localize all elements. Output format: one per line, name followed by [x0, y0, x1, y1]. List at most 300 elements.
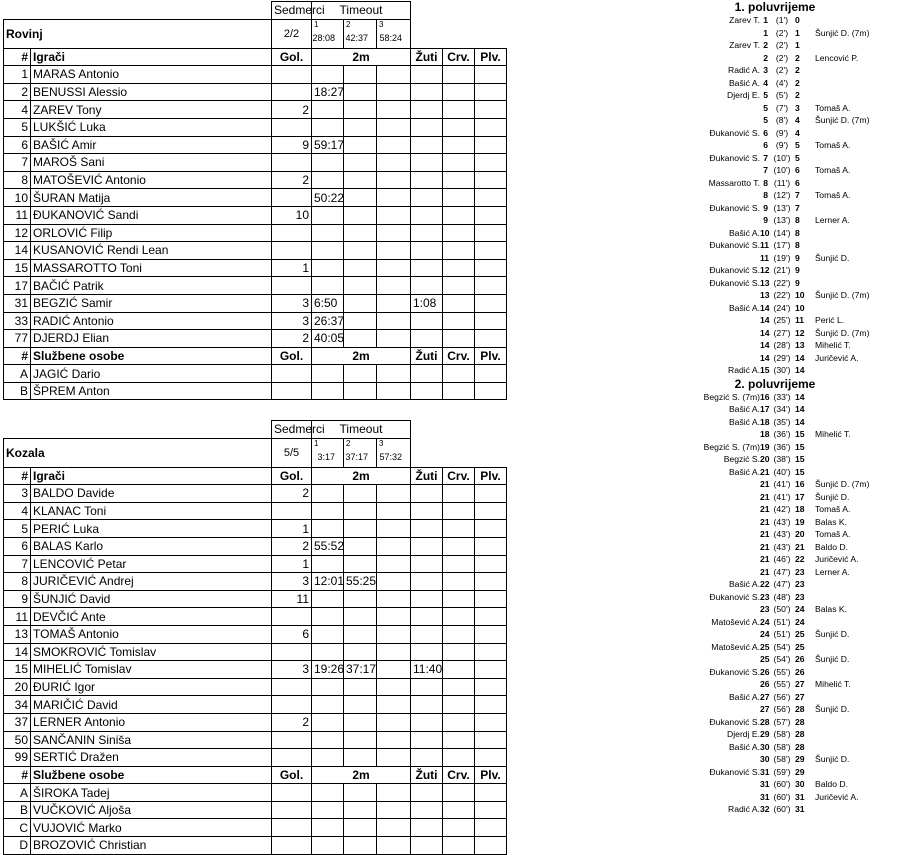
player-row — [4, 678, 507, 696]
goal-event — [655, 252, 900, 265]
player-number: 33 — [4, 312, 31, 330]
player-goals: 3 — [272, 294, 312, 312]
yellow-card — [411, 277, 443, 295]
goal-event — [655, 264, 900, 277]
away-scorer: Baldo D. — [815, 541, 848, 552]
suspension-1 — [312, 678, 344, 696]
empty-cell — [377, 382, 411, 400]
suspension-3 — [377, 502, 411, 520]
goal-event — [655, 641, 900, 654]
home-score: 14 — [760, 302, 770, 313]
away-score: 5 — [795, 140, 800, 150]
away-score: 18 — [795, 504, 805, 514]
timeout-box — [312, 18, 343, 46]
player-row — [4, 154, 507, 172]
blue-card — [475, 224, 507, 242]
player-number: 6 — [4, 537, 31, 555]
away-score: 15 — [795, 441, 805, 452]
player-goals: 3 — [272, 661, 312, 679]
yellow-card — [411, 625, 443, 643]
yellow-card — [411, 330, 443, 348]
home-scorer: Matošević A. — [711, 641, 760, 652]
away-score: 15 — [795, 466, 805, 477]
event-minute: (29') — [773, 352, 791, 363]
player-name: SERTIĆ Dražen — [31, 749, 272, 767]
empty-cell — [344, 784, 377, 802]
yellow-card — [411, 66, 443, 84]
away-score: 7 — [795, 202, 800, 213]
blue-card — [475, 502, 507, 520]
goal-event — [655, 441, 900, 454]
event-minute: (35') — [773, 416, 791, 427]
timeout-number: 2 — [346, 439, 351, 449]
away-scorer: Tomaš A. — [815, 165, 851, 175]
home-score: 32 — [760, 804, 770, 814]
empty-cell — [443, 382, 475, 400]
player-goals: 2 — [272, 330, 312, 348]
blue-card — [475, 259, 507, 277]
blue-card — [475, 573, 507, 591]
home-score: 8 — [763, 177, 768, 188]
player-number: 4 — [4, 502, 31, 520]
away-scorer: Šunjić D. — [815, 754, 850, 764]
blue-card — [475, 101, 507, 119]
away-score: 20 — [795, 529, 805, 539]
home-score: 4 — [763, 77, 768, 88]
away-scorer: Tomaš A. — [815, 190, 851, 200]
away-scorer: Juričević A. — [815, 791, 859, 802]
suspension-1 — [312, 118, 344, 136]
player-row — [4, 206, 507, 224]
away-scorer: Šunjić D. — [815, 252, 850, 263]
away-score: 8 — [795, 215, 800, 225]
player-name: BAČIĆ Patrik — [31, 277, 272, 295]
goal-event — [655, 364, 900, 377]
goal-event — [655, 314, 900, 327]
player-name: DJERDJ Elian — [31, 330, 272, 348]
suspension-2: 55:25 — [344, 573, 377, 591]
blue-card — [475, 749, 507, 767]
suspension-2 — [344, 590, 377, 608]
suspension-2 — [344, 555, 377, 573]
spacer — [411, 438, 507, 467]
home-scorer: Matošević A. — [711, 616, 760, 627]
col-goals-header: Gol. — [272, 766, 312, 784]
col-name-header: Igrači — [31, 467, 272, 485]
event-minute: (7') — [775, 102, 789, 113]
player-name: TOMAŠ Antonio — [31, 625, 272, 643]
official-letter: B — [4, 801, 31, 819]
col-blue-header: Plv. — [475, 347, 507, 365]
home-score: 11 — [760, 240, 770, 250]
away-scorer: Baldo D. — [815, 779, 848, 789]
col-number-header: # — [4, 467, 31, 485]
first-half-heading: 1. poluvrijeme — [734, 0, 816, 14]
suspension-3 — [377, 537, 411, 555]
goal-event — [655, 89, 900, 102]
blue-card — [475, 520, 507, 538]
event-minute: (4') — [775, 77, 789, 88]
suspension-2 — [344, 259, 377, 277]
blue-card — [475, 294, 507, 312]
suspension-2 — [344, 294, 377, 312]
away-score: 15 — [795, 454, 805, 464]
sevenmeters-caption: Sedmerci — [272, 421, 312, 439]
away-score: 14 — [795, 352, 805, 363]
goal-event — [655, 466, 900, 479]
away-score: 23 — [795, 579, 805, 589]
player-row — [4, 312, 507, 330]
goal-event — [655, 277, 900, 290]
empty-cell — [443, 784, 475, 802]
event-minute: (13') — [773, 215, 791, 225]
event-minute: (54') — [773, 654, 791, 664]
suspension-2: 37:17 — [344, 661, 377, 679]
home-scorer: Đukanović S. — [709, 240, 760, 250]
player-goals: 2 — [272, 537, 312, 555]
goal-event — [655, 127, 900, 140]
spacer — [411, 421, 507, 439]
col-2min-header: 2m — [312, 766, 411, 784]
event-minute: (5') — [775, 90, 789, 100]
suspension-1 — [312, 608, 344, 626]
goal-event — [655, 64, 900, 77]
away-score: 23 — [795, 591, 805, 602]
player-row — [4, 277, 507, 295]
away-scorer: Šunjić D. (7m) — [815, 479, 870, 489]
goal-event — [655, 39, 900, 52]
yellow-card — [411, 643, 443, 661]
home-score: 29 — [760, 729, 770, 739]
player-row — [4, 66, 507, 84]
home-score: 25 — [760, 654, 770, 664]
timeout-cell — [377, 438, 411, 467]
event-minute: (43') — [773, 516, 791, 527]
event-minute: (2') — [775, 40, 789, 50]
empty-cell — [344, 837, 377, 855]
goal-event — [655, 428, 900, 441]
empty-cell — [377, 819, 411, 837]
away-score: 28 — [795, 704, 805, 714]
yellow-card — [411, 713, 443, 731]
official-name: JAGIĆ Dario — [31, 365, 272, 383]
player-goals — [272, 189, 312, 207]
suspension-2 — [344, 485, 377, 503]
empty-cell — [443, 365, 475, 383]
official-letter: C — [4, 819, 31, 837]
team-rovinj-sheet — [3, 1, 506, 400]
home-score: 19 — [760, 441, 770, 452]
player-row — [4, 259, 507, 277]
red-card — [443, 608, 475, 626]
suspension-1 — [312, 502, 344, 520]
player-name: KUSANOVIĆ Rendi Lean — [31, 242, 272, 260]
event-minute: (25') — [773, 315, 791, 325]
goal-event — [655, 566, 900, 579]
home-score: 23 — [760, 604, 770, 614]
official-letter: A — [4, 784, 31, 802]
yellow-card — [411, 154, 443, 172]
away-scorer: Tomaš A. — [815, 529, 851, 539]
suspension-3 — [377, 643, 411, 661]
event-minute: (58') — [773, 754, 791, 764]
timeout-cell — [344, 19, 377, 48]
home-score: 31 — [760, 791, 770, 802]
suspension-1 — [312, 643, 344, 661]
player-row — [4, 749, 507, 767]
yellow-card — [411, 678, 443, 696]
home-score: 21 — [760, 566, 770, 577]
suspension-3 — [377, 625, 411, 643]
red-card — [443, 224, 475, 242]
away-scorer: Lerner A. — [815, 215, 850, 225]
away-score: 2 — [795, 52, 800, 63]
red-card — [443, 537, 475, 555]
home-scorer: Đukanović S. — [709, 716, 760, 727]
goal-event — [655, 778, 900, 791]
away-score: 8 — [795, 227, 800, 238]
blue-card — [475, 277, 507, 295]
away-score: 13 — [795, 340, 805, 350]
sevenmeters-value: 2/2 — [272, 19, 312, 48]
yellow-card — [411, 696, 443, 714]
away-scorer: Lencović P. — [815, 52, 859, 63]
blue-card — [475, 485, 507, 503]
red-card — [443, 590, 475, 608]
suspension-2 — [344, 277, 377, 295]
away-score: 26 — [795, 666, 805, 677]
timeout-number: 1 — [314, 439, 319, 449]
home-score: 25 — [760, 641, 770, 652]
away-score: 2 — [795, 77, 800, 88]
event-minute: (42') — [773, 504, 791, 514]
home-score: 20 — [760, 454, 770, 464]
suspension-1 — [312, 590, 344, 608]
event-minute: (38') — [773, 454, 791, 464]
suspension-2 — [344, 136, 377, 154]
home-scorer: Zarev T. — [729, 15, 760, 25]
event-minute: (50') — [773, 604, 791, 614]
goal-event — [655, 703, 900, 716]
player-number: 37 — [4, 713, 31, 731]
player-number: 2 — [4, 83, 31, 101]
blue-card — [475, 537, 507, 555]
player-number: 34 — [4, 696, 31, 714]
empty-cell — [272, 819, 312, 837]
home-score: 1 — [763, 15, 768, 25]
player-row — [4, 555, 507, 573]
home-score: 6 — [763, 127, 768, 138]
away-score: 6 — [795, 165, 800, 175]
player-name: MASSAROTTO Toni — [31, 259, 272, 277]
goal-event — [655, 164, 900, 177]
event-minute: (41') — [773, 491, 791, 502]
timeout-time: 37:17 — [345, 452, 368, 463]
away-score: 9 — [795, 252, 800, 263]
home-score: 14 — [760, 315, 770, 325]
player-number: 13 — [4, 625, 31, 643]
player-name: LUKŠIĆ Luka — [31, 118, 272, 136]
empty-cell — [344, 365, 377, 383]
away-scorer: Juričević A. — [815, 554, 859, 564]
player-row — [4, 101, 507, 119]
away-score: 14 — [795, 365, 805, 375]
yellow-card — [411, 242, 443, 260]
red-card — [443, 294, 475, 312]
home-score: 3 — [763, 65, 768, 75]
empty-cell — [377, 365, 411, 383]
goal-event — [655, 14, 900, 27]
player-number: 3 — [4, 485, 31, 503]
player-goals: 2 — [272, 171, 312, 189]
blue-card — [475, 608, 507, 626]
home-score: 21 — [760, 541, 770, 552]
team-name: Kozala — [4, 438, 272, 467]
home-scorer: Bašić A. — [728, 691, 760, 702]
player-row — [4, 171, 507, 189]
yellow-card — [411, 171, 443, 189]
player-number: 99 — [4, 749, 31, 767]
home-scorer: Đukanović S. — [709, 591, 760, 602]
blue-card — [475, 189, 507, 207]
yellow-card — [411, 206, 443, 224]
player-goals: 6 — [272, 625, 312, 643]
col-name-header: Službene osobe — [31, 347, 272, 365]
player-name: BAŠIĆ Amir — [31, 136, 272, 154]
away-score: 0 — [795, 15, 800, 25]
empty-cell — [272, 801, 312, 819]
home-scorer: Radić A. — [727, 65, 760, 75]
blue-card — [475, 678, 507, 696]
player-number: 8 — [4, 573, 31, 591]
red-card — [443, 66, 475, 84]
event-minute: (8') — [775, 115, 789, 125]
yellow-card — [411, 83, 443, 101]
red-card — [443, 731, 475, 749]
away-score: 29 — [795, 766, 805, 777]
suspension-2 — [344, 189, 377, 207]
event-minute: (56') — [773, 691, 791, 702]
empty-cell — [344, 801, 377, 819]
suspension-2 — [344, 608, 377, 626]
home-scorer: Đukanović S. — [709, 265, 760, 275]
home-score: 27 — [760, 704, 770, 714]
away-score: 12 — [795, 327, 805, 338]
suspension-3 — [377, 590, 411, 608]
empty-cell — [475, 819, 507, 837]
away-score: 21 — [795, 541, 805, 552]
away-score: 25 — [795, 629, 805, 639]
timeout-box — [377, 437, 410, 465]
player-goals: 9 — [272, 136, 312, 154]
away-score: 27 — [795, 679, 805, 689]
away-score: 27 — [795, 691, 805, 702]
event-minute: (36') — [773, 429, 791, 439]
suspension-2 — [344, 312, 377, 330]
goal-event — [655, 766, 900, 779]
event-minute: (2') — [775, 52, 789, 63]
col-name-header: Službene osobe — [31, 766, 272, 784]
empty-cell — [312, 837, 344, 855]
player-name: BALAS Karlo — [31, 537, 272, 555]
empty-cell — [475, 365, 507, 383]
away-score: 1 — [795, 40, 800, 50]
official-letter: A — [4, 365, 31, 383]
timeout-cell — [344, 438, 377, 467]
player-row — [4, 608, 507, 626]
timeout-cell — [312, 19, 344, 48]
red-card — [443, 136, 475, 154]
col-red-header: Crv. — [443, 467, 475, 485]
player-row — [4, 661, 507, 679]
goal-event — [655, 102, 900, 115]
goal-event — [655, 453, 900, 466]
player-name: MARIČIĆ David — [31, 696, 272, 714]
player-row — [4, 731, 507, 749]
yellow-card — [411, 573, 443, 591]
home-score: 15 — [760, 365, 770, 375]
blue-card — [475, 696, 507, 714]
event-minute: (22') — [773, 290, 791, 300]
player-goals: 2 — [272, 713, 312, 731]
col-red-header: Crv. — [443, 48, 475, 66]
player-number: 7 — [4, 154, 31, 172]
home-score: 12 — [760, 265, 770, 275]
player-goals: 1 — [272, 520, 312, 538]
suspension-1: 55:52 — [312, 537, 344, 555]
col-red-header: Crv. — [443, 766, 475, 784]
home-score: 21 — [760, 516, 770, 527]
home-score: 24 — [760, 629, 770, 639]
away-score: 2 — [795, 65, 800, 75]
empty-cell — [443, 801, 475, 819]
yellow-card — [411, 608, 443, 626]
official-letter: B — [4, 382, 31, 400]
player-name: DEVČIĆ Ante — [31, 608, 272, 626]
home-scorer: Đukanović S. — [709, 127, 760, 138]
empty-cell — [272, 837, 312, 855]
goal-event — [655, 214, 900, 227]
goal-event — [655, 503, 900, 516]
away-score: 17 — [795, 491, 805, 502]
empty-cell — [344, 819, 377, 837]
away-scorer: Šunjić D. — [815, 491, 850, 502]
goal-event — [655, 803, 900, 816]
suspension-3 — [377, 713, 411, 731]
away-score: 14 — [795, 416, 805, 427]
home-score: 26 — [760, 666, 770, 677]
red-card — [443, 696, 475, 714]
empty-cell — [272, 784, 312, 802]
suspension-1 — [312, 101, 344, 119]
home-score: 9 — [763, 215, 768, 225]
away-scorer: Šunjić D. — [815, 629, 850, 639]
event-minute: (2') — [775, 27, 789, 38]
timeout-caption: Timeout — [312, 421, 411, 439]
away-score: 31 — [795, 791, 805, 802]
suspension-2 — [344, 643, 377, 661]
home-score: 18 — [760, 429, 770, 439]
player-row — [4, 590, 507, 608]
suspension-3 — [377, 661, 411, 679]
suspension-3 — [377, 678, 411, 696]
suspension-2 — [344, 520, 377, 538]
player-number: 17 — [4, 277, 31, 295]
red-card — [443, 485, 475, 503]
empty-cell — [475, 837, 507, 855]
spacer — [411, 19, 507, 48]
suspension-3 — [377, 330, 411, 348]
